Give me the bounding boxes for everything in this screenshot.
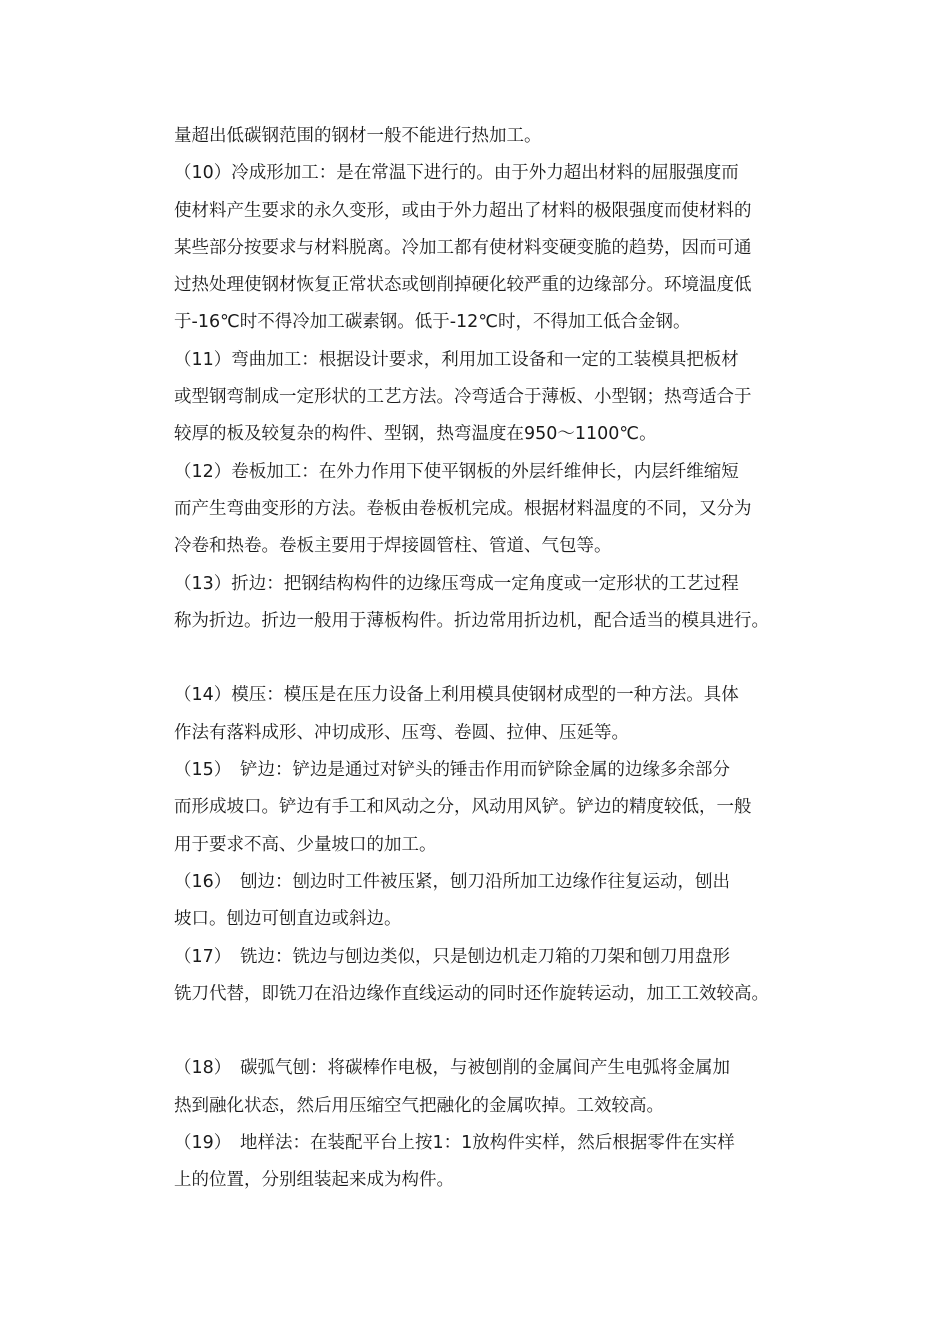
text-line: 坡口。刨边可刨直边或斜边。 bbox=[174, 909, 402, 930]
text-line: （16） 刨边：刨边时工件被压紧，刨刀沿所加工边缘作往复运动，刨出 bbox=[174, 871, 731, 892]
text-line: 使材料产生要求的永久变形，或由于外力超出了材料的极限强度而使材料的 bbox=[174, 200, 752, 221]
paragraph bbox=[174, 118, 824, 155]
text-line: 某些部分按要求与材料脱离。冷加工都有使材料变硬变脆的趋势，因而可通 bbox=[174, 237, 752, 258]
text-line: （14）模压：模压是在压力设备上利用模具使钢材成型的一种方法。具体 bbox=[174, 685, 739, 706]
text-line: 而形成坡口。铲边有手工和风动之分，风动用风铲。铲边的精度较低，一般 bbox=[174, 797, 752, 818]
text-line: （11）弯曲加工：根据设计要求，利用加工设备和一定的工装模具把板材 bbox=[174, 349, 739, 370]
text-line: （19） 地样法：在装配平台上按1：1放构件实样，然后根据零件在实样 bbox=[174, 1133, 735, 1154]
text-line: 上的位置，分别组装起来成为构件。 bbox=[174, 1170, 454, 1191]
text-line: （18） 碳弧气刨：将碳棒作电极，与被刨削的金属间产生电弧将金属加 bbox=[174, 1058, 731, 1079]
text-line: 较厚的板及较复杂的构件、型钢，热弯温度在950～1100℃。 bbox=[174, 424, 657, 445]
text-line: 过热处理使钢材恢复正常状态或刨削掉硬化较严重的边缘部分。环境温度低 bbox=[174, 275, 752, 296]
paragraph bbox=[174, 1050, 824, 1125]
document-page bbox=[174, 118, 824, 1200]
text-line: 而产生弯曲变形的方法。卷板由卷板机完成。根据材料温度的不同，又分为 bbox=[174, 498, 752, 519]
paragraph bbox=[174, 566, 824, 641]
paragraph bbox=[174, 454, 824, 566]
text-line: 量超出低碳钢范围的钢材一般不能进行热加工。 bbox=[174, 126, 542, 146]
text-line: 用于要求不高、少量坡口的加工。 bbox=[174, 834, 437, 855]
blank-line bbox=[174, 640, 824, 677]
text-line: （17） 铣边：铣边与刨边类似，只是刨边机走刀箱的刀架和刨刀用盘形 bbox=[174, 946, 731, 967]
paragraph bbox=[174, 939, 824, 1014]
text-line: 冷卷和热卷。卷板主要用于焊接圆管柱、管道、气包等。 bbox=[174, 536, 612, 557]
paragraph bbox=[174, 155, 824, 341]
text-line: 或型钢弯制成一定形状的工艺方法。冷弯适合于薄板、小型钢；热弯适合于 bbox=[174, 387, 752, 408]
paragraph bbox=[174, 864, 824, 939]
text-line: （13）折边：把钢结构构件的边缘压弯成一定角度或一定形状的工艺过程 bbox=[174, 573, 739, 594]
text-line: （15） 铲边：铲边是通过对铲头的锤击作用而铲除金属的边缘多余部分 bbox=[174, 760, 731, 781]
text-line: 铣刀代替，即铣刀在沿边缘作直线运动的同时还作旋转运动，加工工效较高。 bbox=[174, 983, 769, 1004]
blank-line bbox=[174, 1013, 824, 1050]
text-line: 热到融化状态，然后用压缩空气把融化的金属吹掉。工效较高。 bbox=[174, 1095, 664, 1116]
paragraph bbox=[174, 1125, 824, 1200]
text-line: 于-16℃时不得冷加工碳素钢。低于-12℃时，不得加工低合金钢。 bbox=[174, 312, 691, 333]
text-line: （12）卷板加工：在外力作用下使平钢板的外层纤维伸长，内层纤维缩短 bbox=[174, 461, 739, 482]
text-line: 称为折边。折边一般用于薄板构件。折边常用折边机，配合适当的模具进行。 bbox=[174, 610, 769, 631]
paragraph bbox=[174, 752, 824, 864]
paragraph bbox=[174, 677, 824, 752]
paragraph bbox=[174, 342, 824, 454]
text-line: （10）冷成形加工：是在常温下进行的。由于外力超出材料的屈服强度而 bbox=[174, 163, 739, 184]
text-line: 作法有落料成形、冲切成形、压弯、卷圆、拉伸、压延等。 bbox=[174, 722, 629, 743]
